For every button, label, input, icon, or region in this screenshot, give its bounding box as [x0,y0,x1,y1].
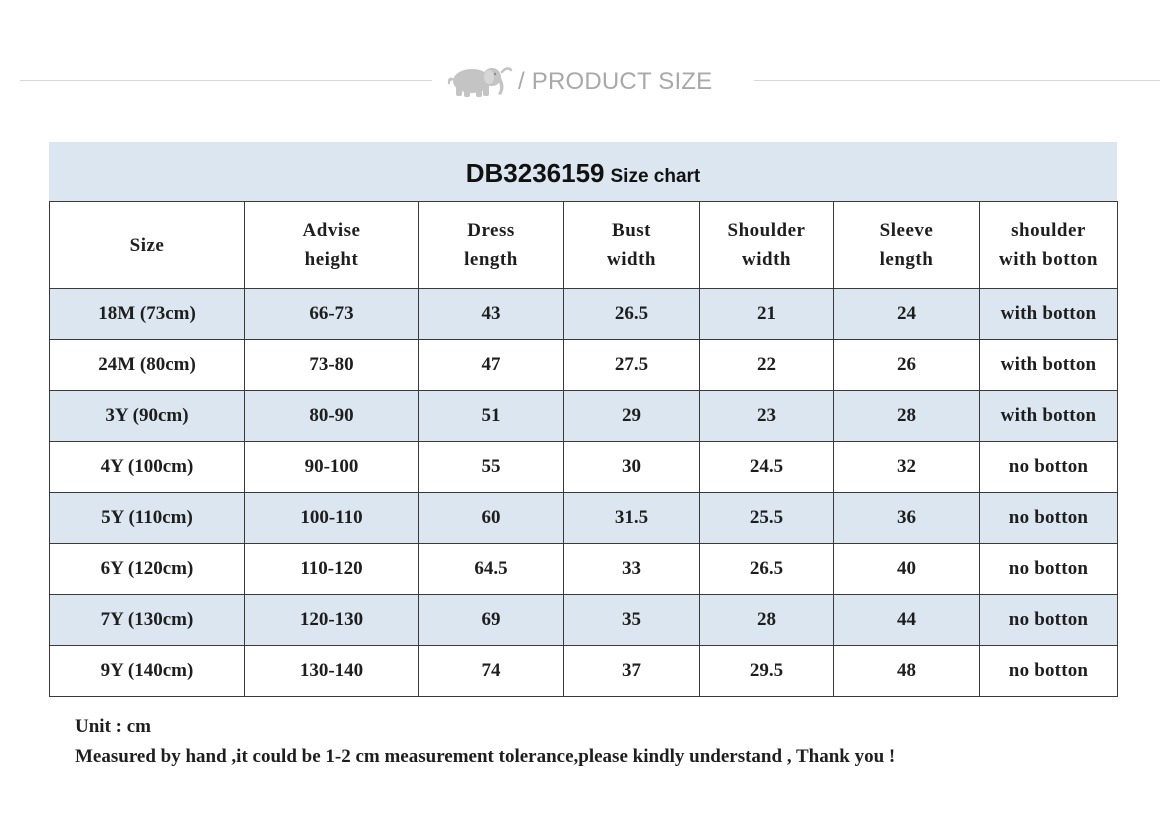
table-row [50,595,1118,646]
cell-dress-length: 64.5 [419,544,564,595]
cell-dress-length: 43 [419,289,564,340]
cell-shoulder-botton: with botton [980,340,1118,391]
cell-size: 3Y (90cm) [50,391,245,442]
cell-dress-length: 74 [419,646,564,697]
cell-shoulder-botton: no botton [980,442,1118,493]
column-header-dress-length: Dress length [419,202,564,289]
cell-advise-height: 73-80 [245,340,419,391]
cell-bust-width: 29 [564,391,700,442]
size-table [49,201,1118,697]
table-row [50,493,1118,544]
size-chart [49,142,1117,697]
cell-bust-width: 37 [564,646,700,697]
cell-shoulder-width: 22 [700,340,834,391]
cell-dress-length: 69 [419,595,564,646]
header-row [50,202,1118,289]
column-header-shoulder-botton: shoulder with botton [980,202,1118,289]
divider-left [20,80,432,81]
product-code: DB3236159 [465,158,605,188]
cell-dress-length: 60 [419,493,564,544]
cell-sleeve-length: 28 [834,391,980,442]
cell-advise-height: 80-90 [245,391,419,442]
cell-sleeve-length: 26 [834,340,980,391]
cell-sleeve-length: 36 [834,493,980,544]
unit-note: Unit : cm [75,716,151,737]
cell-sleeve-length: 48 [834,646,980,697]
cell-sleeve-length: 24 [834,289,980,340]
column-header-size: Size [50,202,245,289]
cell-size: 24M (80cm) [50,340,245,391]
cell-size: 5Y (110cm) [50,493,245,544]
cell-size: 18M (73cm) [50,289,245,340]
table-row [50,289,1118,340]
section-header [20,62,1160,102]
divider-right [754,80,1160,81]
tolerance-note: Measured by hand ,it could be 1-2 cm measurement tolerance,please kindly understand , Thank you ! [75,746,896,767]
cell-shoulder-botton: no botton [980,646,1118,697]
cell-size: 7Y (130cm) [50,595,245,646]
cell-sleeve-length: 40 [834,544,980,595]
cell-shoulder-botton: no botton [980,595,1118,646]
cell-bust-width: 33 [564,544,700,595]
cell-shoulder-width: 24.5 [700,442,834,493]
cell-advise-height: 66-73 [245,289,419,340]
cell-dress-length: 47 [419,340,564,391]
chart-subtitle: Size chart [610,166,701,187]
table-row [50,391,1118,442]
cell-shoulder-width: 26.5 [700,544,834,595]
cell-dress-length: 55 [419,442,564,493]
cell-size: 4Y (100cm) [50,442,245,493]
table-row [50,340,1118,391]
cell-advise-height: 110-120 [245,544,419,595]
chart-title [49,142,1117,201]
cell-shoulder-botton: no botton [980,544,1118,595]
cell-shoulder-width: 25.5 [700,493,834,544]
cell-shoulder-botton: with botton [980,289,1118,340]
cell-shoulder-botton: with botton [980,391,1118,442]
column-header-sleeve-length: Sleeve length [834,202,980,289]
cell-shoulder-width: 23 [700,391,834,442]
cell-size: 6Y (120cm) [50,544,245,595]
cell-bust-width: 35 [564,595,700,646]
cell-dress-length: 51 [419,391,564,442]
cell-shoulder-width: 29.5 [700,646,834,697]
cell-advise-height: 120-130 [245,595,419,646]
section-title: / PRODUCT SIZE [518,68,713,95]
table-row [50,442,1118,493]
cell-advise-height: 90-100 [245,442,419,493]
cell-shoulder-botton: no botton [980,493,1118,544]
cell-advise-height: 100-110 [245,493,419,544]
cell-bust-width: 31.5 [564,493,700,544]
column-header-advise-height: Advise height [245,202,419,289]
cell-shoulder-width: 21 [700,289,834,340]
cell-sleeve-length: 32 [834,442,980,493]
notes [75,712,895,772]
cell-advise-height: 130-140 [245,646,419,697]
cell-bust-width: 30 [564,442,700,493]
table-row [50,544,1118,595]
cell-bust-width: 27.5 [564,340,700,391]
column-header-shoulder-width: Shoulder width [700,202,834,289]
cell-shoulder-width: 28 [700,595,834,646]
table-row [50,646,1118,697]
elephant-icon [444,64,514,98]
cell-bust-width: 26.5 [564,289,700,340]
cell-size: 9Y (140cm) [50,646,245,697]
column-header-bust-width: Bust width [564,202,700,289]
cell-sleeve-length: 44 [834,595,980,646]
